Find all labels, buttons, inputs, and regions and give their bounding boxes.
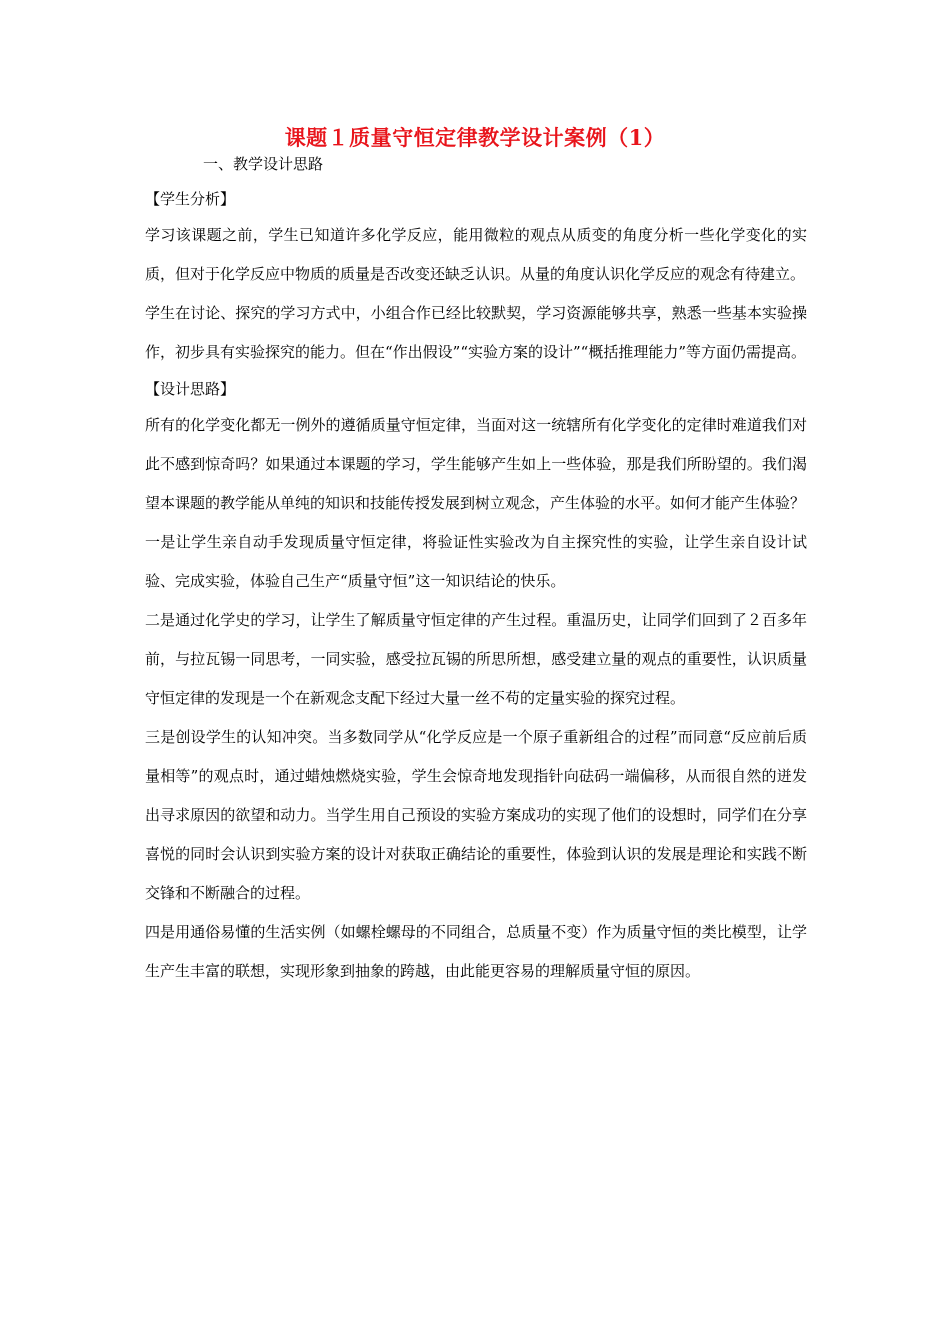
paragraph: 学习该课题之前，学生已知道许多化学反应，能用微粒的观点从质变的角度分析一些化学变化的实质，但对于化学反应中物质的质量是否改变还缺乏认识。从量的角度认识化学反应的观念有待建立。 [145, 226, 807, 283]
paragraph: 四是用通俗易懂的生活实例（如螺栓螺母的不同组合，总质量不变）作为质量守恒的类比模型，让学生产生丰富的联想，实现形象到抽象的跨越，由此能更容易的理解质量守恒的原因。 [145, 923, 807, 980]
document-title: 课题１质量守恒定律教学设计案例（1） [284, 125, 666, 150]
paragraph: 所有的化学变化都无一例外的遵循质量守恒定律，当面对这一统辖所有化学变化的定律时难道我们对此不感到惊奇吗？如果通过本课题的学习，学生能够产生如上一些体验，那是我们所盼望的。我们渴望本课题的教学能从单纯的知识和技能传授发展到树立观念，产生体验的水平。如何才能产生体验？ [145, 416, 807, 512]
paragraph: 学生在讨论、探究的学习方式中，小组合作已经比较默契，学习资源能够共享，熟悉一些基本实验操作，初步具有实验探究的能力。但在“作出假设”“实验方案的设计”“概括推理能力”等方面仍需提高。 [145, 304, 807, 361]
paragraph: 二是通过化学史的学习，让学生了解质量守恒定律的产生过程。重温历史，让同学们回到了２百多年前，与拉瓦锡一同思考，一同实验，感受拉瓦锡的所思所想，感受建立量的观点的重要性，认识质量守恒定律的发现是一个在新观念支配下经过大量一丝不苟的定量实验的探究过程。 [145, 611, 807, 707]
paragraph: 一是让学生亲自动手发现质量守恒定律，将验证性实验改为自主探究性的实验，让学生亲自设计试验、完成实验，体验自己生产“质量守恒”这一知识结论的快乐。 [145, 533, 807, 590]
section-heading: 一、教学设计思路 [203, 155, 324, 173]
subheading-student-analysis: 【学生分析】 [145, 190, 236, 208]
paragraph: 三是创设学生的认知冲突。当多数同学从“化学反应是一个原子重新组合的过程”而同意“反应前后质量相等”的观点时，通过蜡烛燃烧实验，学生会惊奇地发现指针向砝码一端偏移，从而很自然的迸发出寻求原因的欲望和动力。当学生用自己预设的实验方案成功的实现了他们的设想时，同学们在分享喜悦的同时会认识到实验方案的设计对获取正确结论的重要性，体验到认识的发展是理论和实践不断交锋和不断融合的过程。 [145, 728, 807, 902]
subheading-design-idea: 【设计思路】 [145, 380, 236, 398]
document-body [145, 182, 807, 991]
